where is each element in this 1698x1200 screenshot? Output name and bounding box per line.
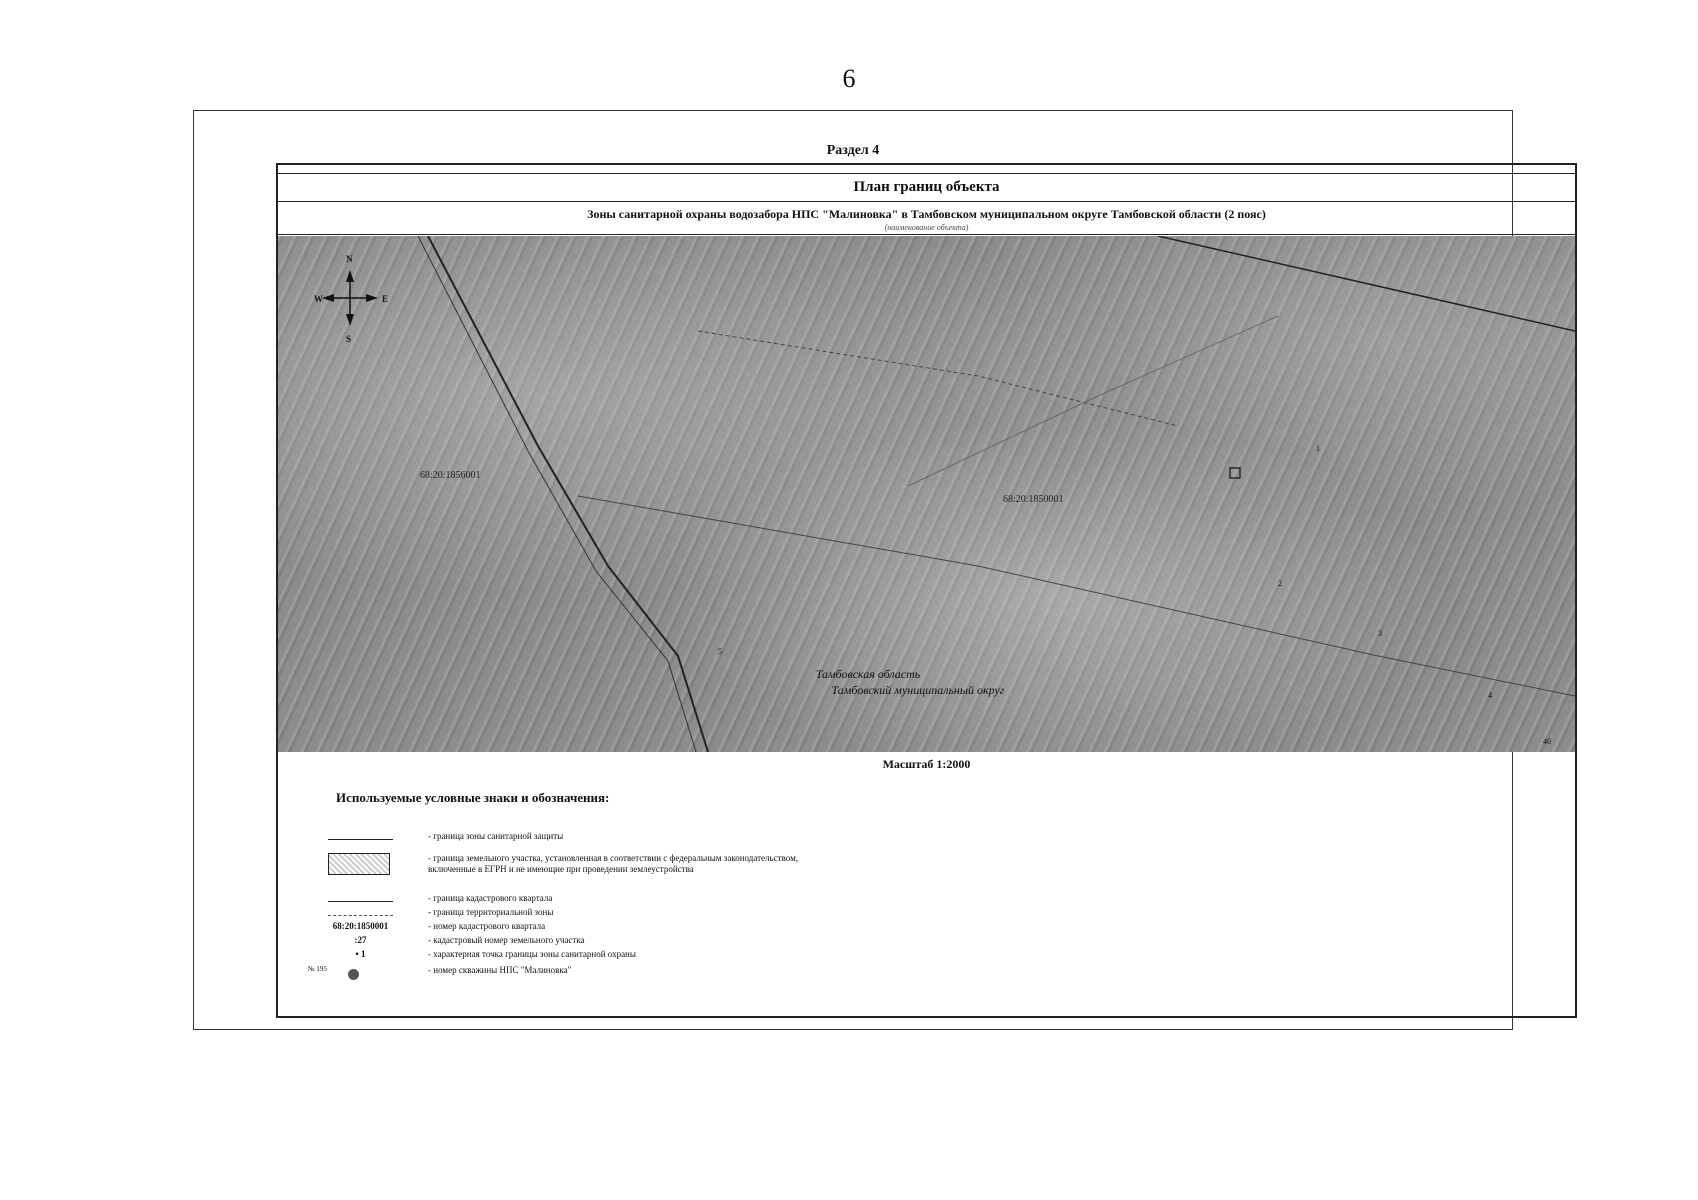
compass-w: W (314, 294, 323, 304)
well-dot-symbol (348, 969, 359, 980)
legend-item: - граница кадастрового квартала (308, 893, 1208, 909)
point-label: 5 (718, 647, 722, 656)
object-subtitle: (наименование объекта) (884, 223, 969, 232)
legend-line-symbol (328, 839, 393, 840)
region-label-1: Тамбовская область (815, 667, 921, 681)
section-title: Раздел 4 (826, 143, 880, 158)
parcel-boundary (908, 316, 1278, 486)
legend-item: - граница зоны санитарной защиты (308, 831, 1208, 847)
plan-frame (276, 163, 1577, 1018)
compass-s: S (346, 334, 352, 344)
legend-title: Используемые условные знаки и обозначения: (336, 790, 610, 805)
document-frame (193, 110, 1551, 1030)
map-scale: Масштаб 1:2000 (882, 757, 971, 771)
region-label-2: Тамбовский муниципальный округ (831, 683, 1005, 697)
point-label: 4 (1488, 691, 1492, 700)
point-label: 1 (1316, 444, 1320, 453)
legend-line-symbol (328, 901, 393, 902)
page-number: 6 (842, 64, 856, 93)
legend-item: - граница территориальной зоны (308, 907, 1208, 923)
territorial-boundary (698, 331, 1178, 426)
object-header (278, 201, 1575, 235)
satellite-map[interactable] (278, 236, 1575, 752)
legend-item: 68:20:1850001 - номер кадастрового квартала (332, 921, 546, 931)
corner-label: 40 (1543, 737, 1551, 746)
legend-item: № 195 - номер скважины НПС "Малиновка" (308, 965, 1208, 981)
boundary-line (1158, 236, 1575, 331)
object-title: Зоны санитарной охраны водозабора НПС "Малиновка" в Тамбовском муниципальном округе Тамбовской области (2 пояс) (587, 207, 1266, 221)
road-line-parallel (418, 236, 696, 752)
legend-item: • 1 - характерная точка границы зоны санитарной охраны (355, 949, 636, 959)
legend-item: :27 - кадастровый номер земельного участка (354, 935, 585, 945)
quarter-label-right: 68:20:1850001 (1003, 494, 1064, 505)
quarter-boundary (578, 496, 1575, 696)
legend-item: - граница земельного участка, установленная в соответствии с федеральным законодательством, включенные в ЕГРН и не имеющие при проведении землеустройства (308, 853, 1208, 887)
point-label: 2 (1278, 579, 1282, 588)
legend-dash-symbol (328, 915, 393, 916)
point-label: 3 (1378, 629, 1382, 638)
road-line (428, 236, 708, 752)
well-marker (1230, 468, 1240, 478)
plan-title: План границ объекта (278, 173, 1575, 202)
well-number-label: № 195 (308, 965, 327, 973)
compass-n: N (346, 254, 353, 264)
compass-rose (322, 270, 378, 326)
compass-e: E (382, 294, 389, 304)
quarter-label-left: 68:20:1856001 (420, 470, 481, 481)
map-overlay (278, 236, 1575, 752)
legend-parcel-symbol (328, 853, 390, 875)
